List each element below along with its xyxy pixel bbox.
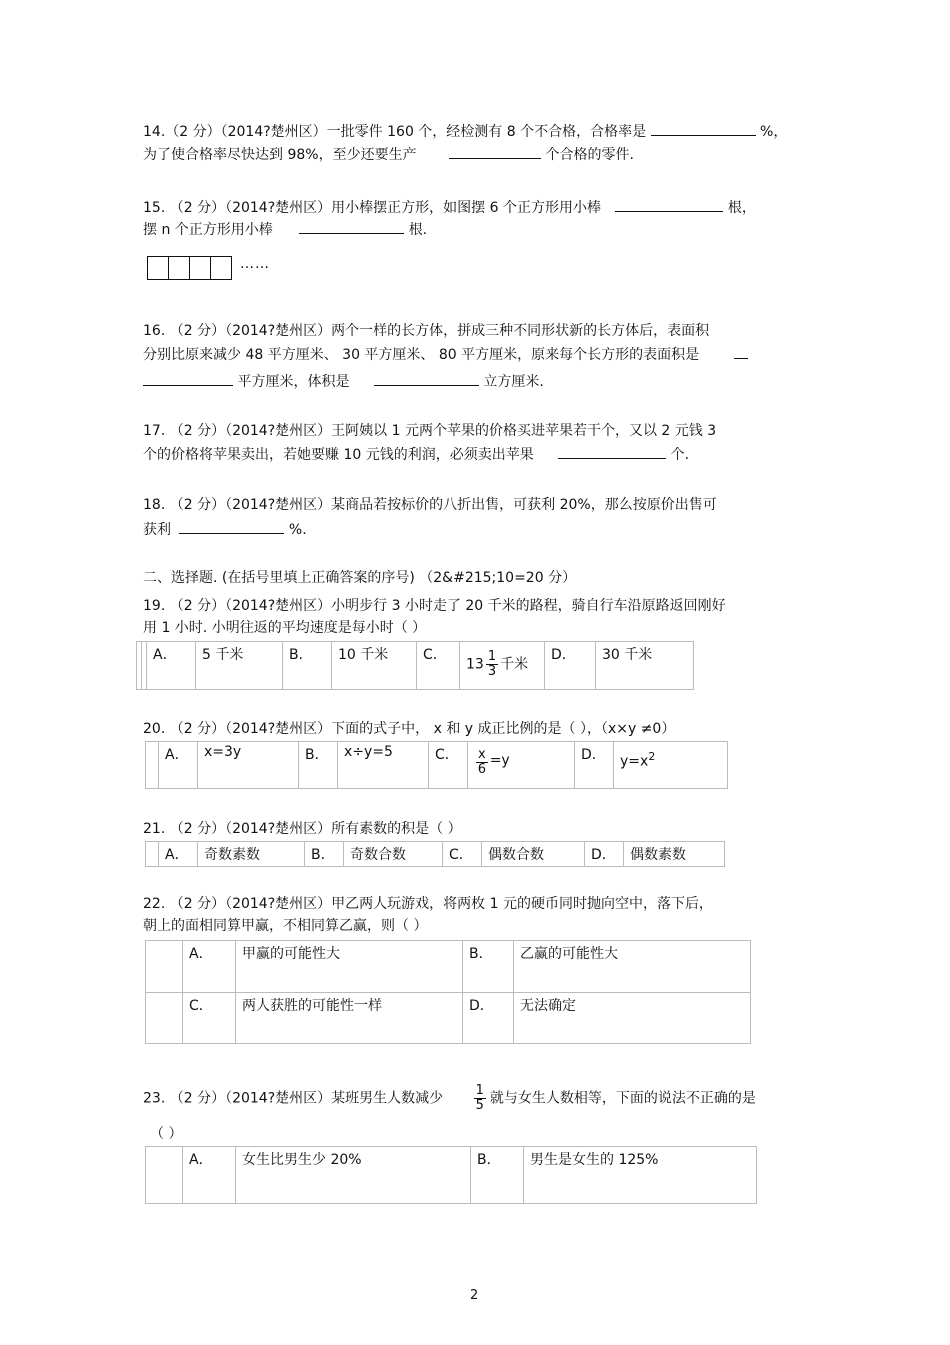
option-a-text[interactable]: 5 千米 xyxy=(196,642,283,690)
square-cell xyxy=(148,257,169,279)
answer-blank[interactable] xyxy=(374,371,479,386)
q16-line3 xyxy=(143,371,544,392)
continuation-dots: …… xyxy=(240,256,270,272)
q19-line2: 用 1 小时. 小明往返的平均速度是每小时（ ） xyxy=(143,620,427,636)
square-cell xyxy=(211,257,231,279)
q14-text-d: 个合格的零件. xyxy=(545,147,634,163)
option-a-text[interactable]: 甲赢的可能性大 xyxy=(236,941,463,993)
option-d-label[interactable]: D． xyxy=(575,742,614,789)
q16-line2 xyxy=(143,344,748,365)
answer-blank[interactable] xyxy=(179,519,284,534)
fraction-denominator: 6 xyxy=(477,762,486,777)
q22-options xyxy=(145,940,751,1044)
option-c-label[interactable]: C． xyxy=(443,842,482,867)
answer-blank[interactable] xyxy=(615,197,723,212)
q23-text-a: 23. （2 分）（2014?楚州区）某班男生人数减少 xyxy=(143,1090,444,1107)
option-c-label[interactable]: C． xyxy=(429,742,468,789)
option-c-text[interactable] xyxy=(460,642,545,690)
option-b-label[interactable]: B． xyxy=(283,642,332,690)
q15-text-d: 根. xyxy=(408,222,428,238)
q15-text-b: 根， xyxy=(727,200,756,216)
option-d-label[interactable]: D． xyxy=(545,642,596,690)
option-d-text[interactable] xyxy=(614,742,728,789)
option-d-label[interactable]: D． xyxy=(585,842,624,867)
q14-text-a: 14.（2 分）（2014?楚州区）一批零件 160 个，经检测有 8 个不合格，合格率是 xyxy=(143,124,647,140)
fraction-numerator: 1 xyxy=(487,649,497,664)
q14-text-b: %， xyxy=(760,124,788,140)
option-a-label[interactable]: A． xyxy=(183,941,236,993)
option-b-text[interactable]: 10 千米 xyxy=(332,642,417,690)
q17-text-b: 个. xyxy=(670,447,690,463)
q16-line1: 16. （2 分）（2014?楚州区）两个一样的长方体，拼成三种不同形状新的长方体后，表面积 xyxy=(143,323,710,339)
option-b-text[interactable]: 奇数合数 xyxy=(344,842,443,867)
answer-blank[interactable] xyxy=(143,371,233,386)
option-d-text[interactable]: 偶数素数 xyxy=(624,842,725,867)
unit-text: 千米 xyxy=(500,656,529,673)
power-base: y=x xyxy=(620,753,649,770)
exponent: 2 xyxy=(648,750,656,763)
q23-line1 xyxy=(143,1084,756,1113)
q23-line2: （ ） xyxy=(150,1126,183,1142)
fraction-numerator: 1 xyxy=(475,1083,484,1098)
square-cell xyxy=(169,257,190,279)
section-heading: 二、选择题. (在括号里填上正确答案的序号) （2&#215;10=20 分） xyxy=(143,570,577,586)
fraction-denominator: 3 xyxy=(487,664,497,679)
q18-text-a: 获利 xyxy=(143,522,171,538)
q23-options xyxy=(145,1146,757,1204)
q19-options xyxy=(136,641,694,690)
option-b-label[interactable]: B． xyxy=(463,941,514,993)
q15-text-c: 摆 n 个正方形用小棒 xyxy=(143,222,273,238)
option-d-label[interactable]: D． xyxy=(463,993,514,1044)
q21-line1: 21. （2 分）（2014?楚州区）所有素数的积是（ ） xyxy=(143,821,462,837)
fraction xyxy=(476,748,488,777)
q17-line1: 17. （2 分）（2014?楚州区）王阿姨以 1 元两个苹果的价格买进苹果若干个，又以 2 元钱 3 xyxy=(143,423,717,439)
q18-line2 xyxy=(143,519,307,540)
option-a-text[interactable]: x=3y xyxy=(198,742,299,789)
q16-text: 分别比原来减少 48 平方厘米、 30 平方厘米、 80 平方厘米，原来每个长方形的表面积是 xyxy=(143,347,700,363)
q23-text-b: 就与女生人数相等，下面的说法不正确的是 xyxy=(489,1090,756,1107)
q22-line1: 22. （2 分）（2014?楚州区）甲乙两人玩游戏，将两枚 1 元的硬币同时抛向空中，落下后， xyxy=(143,896,713,912)
option-a-label[interactable]: A． xyxy=(159,742,198,789)
q17-line2 xyxy=(143,444,689,465)
option-a-text[interactable]: 奇数素数 xyxy=(198,842,305,867)
option-d-text[interactable]: 无法确定 xyxy=(514,993,751,1044)
option-c-text[interactable]: 偶数合数 xyxy=(482,842,585,867)
option-c-text[interactable]: 两人获胜的可能性一样 xyxy=(236,993,463,1044)
q18-line1: 18. （2 分）（2014?楚州区）某商品若按标价的八折出售，可获利 20%，那么按原价出售可 xyxy=(143,497,717,513)
option-c-text[interactable] xyxy=(468,742,575,789)
equation-rhs: =y xyxy=(489,752,510,769)
option-b-text[interactable]: 男生是女生的 125% xyxy=(524,1147,757,1204)
option-d-text[interactable]: 30 千米 xyxy=(596,642,694,690)
q21-options xyxy=(145,841,725,867)
option-b-text[interactable]: x÷y=5 xyxy=(338,742,429,789)
option-b-text[interactable]: 乙赢的可能性大 xyxy=(514,941,751,993)
q17-text-a: 个的价格将苹果卖出，若她要赚 10 元钱的利润，必须卖出苹果 xyxy=(143,447,534,463)
answer-blank[interactable] xyxy=(734,344,748,359)
q20-line1: 20. （2 分）（2014?楚州区）下面的式子中， x 和 y 成正比例的是（ ），（x×y ≠0） xyxy=(143,721,676,737)
option-b-label[interactable]: B． xyxy=(305,842,344,867)
q14-line1 xyxy=(143,121,787,142)
q14-line2 xyxy=(143,144,634,165)
option-c-label[interactable]: C． xyxy=(417,642,460,690)
fraction-numerator: x xyxy=(478,747,486,762)
option-a-text[interactable]: 女生比男生少 20% xyxy=(236,1147,471,1204)
fraction-denominator: 5 xyxy=(475,1098,484,1113)
fraction xyxy=(486,650,498,679)
q18-text-b: %. xyxy=(288,522,307,538)
q15-text-a: 15. （2 分）（2014?楚州区）用小棒摆正方形，如图摆 6 个正方形用小棒 xyxy=(143,200,601,216)
q16-text-b: 立方厘米. xyxy=(483,374,544,390)
option-a-label[interactable]: A． xyxy=(159,842,198,867)
option-c-label[interactable]: C． xyxy=(183,993,236,1044)
q22-line2: 朝上的面相同算甲赢，不相同算乙赢，则（ ） xyxy=(143,918,428,934)
q16-text-a: 平方厘米，体积是 xyxy=(237,374,350,390)
answer-blank[interactable] xyxy=(449,144,541,159)
q15-line1 xyxy=(143,197,756,218)
q14-text-c: 为了使合格率尽快达到 98%，至少还要生产 xyxy=(143,147,417,163)
option-b-label[interactable]: B． xyxy=(471,1147,524,1204)
option-a-label[interactable]: A． xyxy=(183,1147,236,1204)
answer-blank[interactable] xyxy=(558,444,666,459)
fraction xyxy=(474,1084,486,1113)
q15-line2 xyxy=(143,219,427,240)
q19-line1: 19. （2 分）（2014?楚州区）小明步行 3 小时走了 20 千米的路程，骑自行车沿原路返回刚好 xyxy=(143,598,726,614)
page-number: 2 xyxy=(470,1288,479,1303)
answer-blank[interactable] xyxy=(651,121,756,136)
mixed-number-whole: 13 xyxy=(466,656,484,673)
option-a-label[interactable]: A． xyxy=(147,642,196,690)
q20-options xyxy=(145,741,728,789)
matchstick-squares-figure xyxy=(147,256,232,280)
square-cell xyxy=(190,257,211,279)
option-b-label[interactable]: B． xyxy=(299,742,338,789)
answer-blank[interactable] xyxy=(299,219,404,234)
